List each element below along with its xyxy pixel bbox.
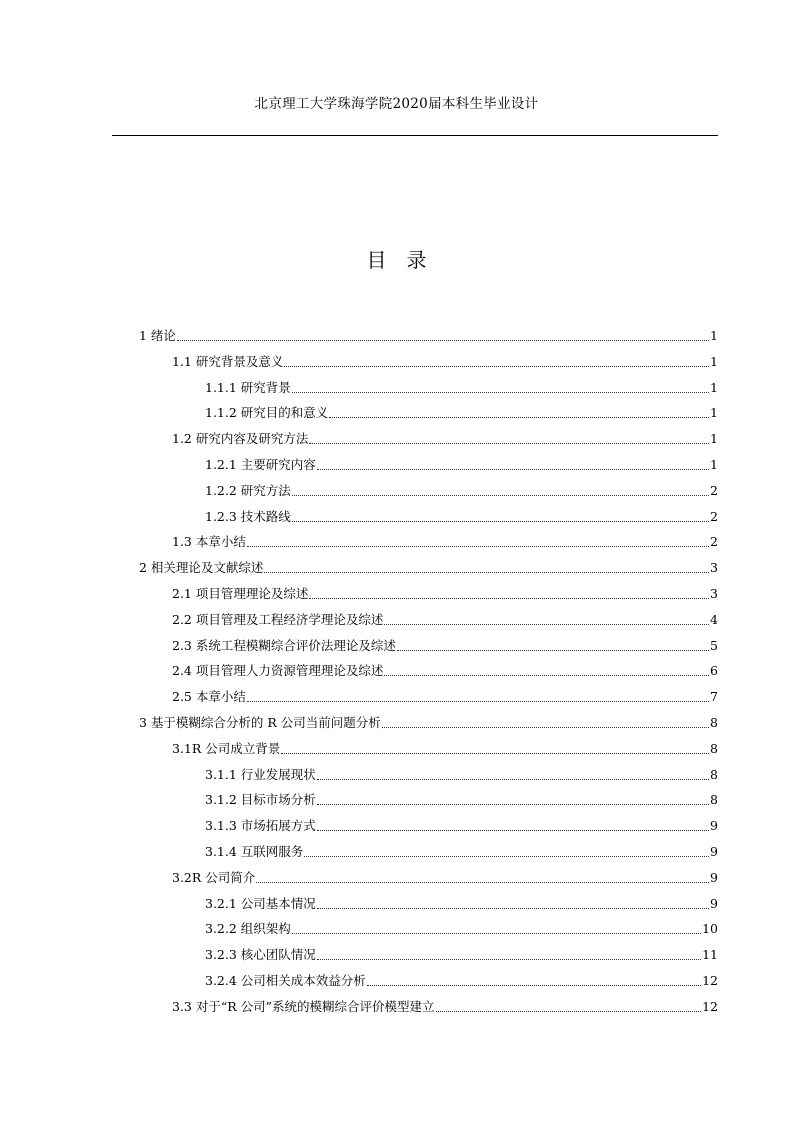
toc-dot-leader	[292, 521, 709, 522]
toc-dot-leader	[284, 366, 709, 367]
toc-entry[interactable]	[205, 890, 718, 912]
toc-entry-label: 1.1.2 研究目的和意义	[205, 405, 329, 421]
toc-entry-label: 3.2.3 核心团队情况	[205, 947, 316, 963]
toc-entry-label: 2 相关理论及文献综述	[139, 560, 264, 576]
toc-entry-label: 3 基于模糊综合分析的 R 公司当前问题分析	[139, 715, 381, 730]
toc-dot-leader	[292, 495, 709, 496]
toc-entry-page: 1	[710, 328, 718, 343]
toc-dot-leader	[436, 1011, 702, 1012]
toc-entry-page: 6	[710, 663, 718, 679]
toc-entry[interactable]	[205, 967, 718, 989]
toc-entry[interactable]	[139, 322, 718, 344]
toc-entry-label: 2.5 本章小结	[172, 689, 246, 705]
toc-entry-page: 8	[710, 792, 718, 808]
toc-dot-leader	[317, 779, 709, 780]
toc-entry-page: 3	[710, 560, 718, 576]
toc-entry-label: 2.3 系统工程模糊综合评价法理论及综述	[172, 637, 396, 653]
toc-title: 目录	[366, 248, 447, 272]
toc-entry-label: 3.2.4 公司相关成本效益分析	[205, 973, 366, 988]
toc-dot-leader	[382, 727, 709, 728]
toc-entry-page: 9	[710, 844, 718, 859]
toc-entry-page: 8	[710, 740, 718, 756]
toc-entry-page: 5	[710, 637, 718, 653]
toc-entry-page: 1	[710, 353, 718, 369]
toc-entry[interactable]	[172, 735, 718, 757]
toc-entry-page: 4	[710, 611, 718, 627]
toc-dot-leader	[397, 650, 709, 651]
toc-entry[interactable]	[139, 709, 718, 731]
toc-dot-leader	[264, 572, 709, 573]
toc-entry[interactable]	[172, 632, 718, 654]
page-header: 北京理工大学珠海学院2020届本科生毕业设计	[254, 96, 539, 112]
toc-entry-page: 8	[710, 766, 718, 782]
toc-dot-leader	[317, 469, 709, 470]
toc-dot-leader	[384, 624, 709, 625]
toc-entry[interactable]	[172, 580, 718, 602]
toc-entry[interactable]	[205, 812, 718, 834]
toc-entry-label: 3.2.2 组织架构	[205, 921, 291, 937]
toc-entry-page: 2	[710, 508, 718, 524]
toc-entry-label: 2.2 项目管理及工程经济学理论及综述	[172, 611, 384, 627]
toc-entry-label: 1.2.3 技术路线	[205, 508, 291, 524]
toc-entry-page: 12	[702, 973, 718, 988]
toc-entry-label: 3.2R 公司简介	[172, 869, 256, 885]
toc-entry[interactable]	[172, 864, 718, 886]
toc-entry-label: 1 绪论	[139, 328, 176, 343]
toc-entry-label: 1.2 研究内容及研究方法	[172, 431, 309, 447]
toc-entry-page: 1	[710, 405, 718, 421]
toc-entry-label: 1.1.1 研究背景	[205, 379, 291, 395]
toc-entry-label: 1.1 研究背景及意义	[172, 353, 284, 369]
toc-dot-leader	[177, 340, 709, 341]
toc-entry[interactable]	[205, 915, 718, 937]
toc-entry-label: 2.1 项目管理理论及综述	[172, 586, 309, 601]
toc-entry[interactable]	[172, 528, 718, 550]
toc-entry-label: 3.1.4 互联网服务	[205, 844, 304, 859]
toc-entry-page: 1	[710, 457, 718, 472]
toc-entry-page: 8	[710, 715, 718, 730]
toc-entry[interactable]	[205, 451, 718, 473]
toc-entry-page: 11	[702, 947, 718, 963]
toc-dot-leader	[309, 598, 709, 599]
toc-dot-leader	[329, 417, 709, 418]
toc-entry[interactable]	[205, 941, 718, 963]
toc-entry-label: 1.2.2 研究方法	[205, 482, 291, 498]
toc-entry-label: 3.2.1 公司基本情况	[205, 895, 316, 911]
toc-entry-page: 7	[710, 689, 718, 705]
toc-entry-label: 3.1.2 目标市场分析	[205, 792, 316, 808]
toc-entry-page: 1	[710, 431, 718, 447]
toc-dot-leader	[317, 959, 701, 960]
toc-entry[interactable]	[172, 425, 718, 447]
toc-entry[interactable]	[205, 477, 718, 499]
toc-dot-leader	[317, 804, 709, 805]
toc-dot-leader	[281, 753, 709, 754]
toc-entry-label: 2.4 项目管理人力资源管理理论及综述	[172, 663, 384, 679]
toc-dot-leader	[247, 546, 709, 547]
toc-entry-page: 2	[710, 482, 718, 498]
toc-dot-leader	[304, 856, 709, 857]
toc-entry[interactable]	[205, 838, 718, 860]
toc-entry[interactable]	[205, 786, 718, 808]
toc-dot-leader	[309, 443, 709, 444]
toc-dot-leader	[247, 701, 709, 702]
toc-entry[interactable]	[205, 761, 718, 783]
toc-entry[interactable]	[139, 554, 718, 576]
toc-entry[interactable]	[172, 993, 718, 1015]
toc-entry[interactable]	[172, 348, 718, 370]
toc-entry[interactable]	[205, 399, 718, 421]
toc-entry[interactable]	[172, 606, 718, 628]
toc-dot-leader	[292, 392, 709, 393]
toc-entry-page: 3	[710, 586, 718, 601]
toc-entry-page: 10	[702, 921, 718, 937]
toc-entry-label: 1.3 本章小结	[172, 534, 246, 550]
toc-entry-page: 9	[710, 895, 718, 911]
toc-entry-page: 12	[702, 998, 718, 1014]
toc-entry-label: 3.1R 公司成立背景	[172, 740, 281, 756]
header-rule	[112, 135, 718, 136]
toc-dot-leader	[317, 908, 709, 909]
toc-entry-label: 3.1.3 市场拓展方式	[205, 818, 316, 834]
toc-dot-leader	[384, 675, 709, 676]
toc-dot-leader	[256, 882, 709, 883]
toc-entry-page: 1	[710, 379, 718, 395]
toc-entry[interactable]	[172, 683, 718, 705]
toc-entry-page: 2	[710, 534, 718, 550]
toc-dot-leader	[292, 933, 701, 934]
toc-entry[interactable]	[172, 657, 718, 679]
toc-entry-label: 3.3 对于“R 公司”系统的模糊综合评价模型建立	[172, 998, 435, 1014]
toc-entry[interactable]	[205, 374, 718, 396]
toc-entry-label: 1.2.1 主要研究内容	[205, 457, 316, 472]
toc-dot-leader	[317, 830, 709, 831]
toc-entry-label: 3.1.1 行业发展现状	[205, 766, 316, 782]
toc-dot-leader	[367, 985, 701, 986]
toc-entry-page: 9	[710, 818, 718, 834]
toc-entry-page: 9	[710, 869, 718, 885]
toc-entry[interactable]	[205, 503, 718, 525]
